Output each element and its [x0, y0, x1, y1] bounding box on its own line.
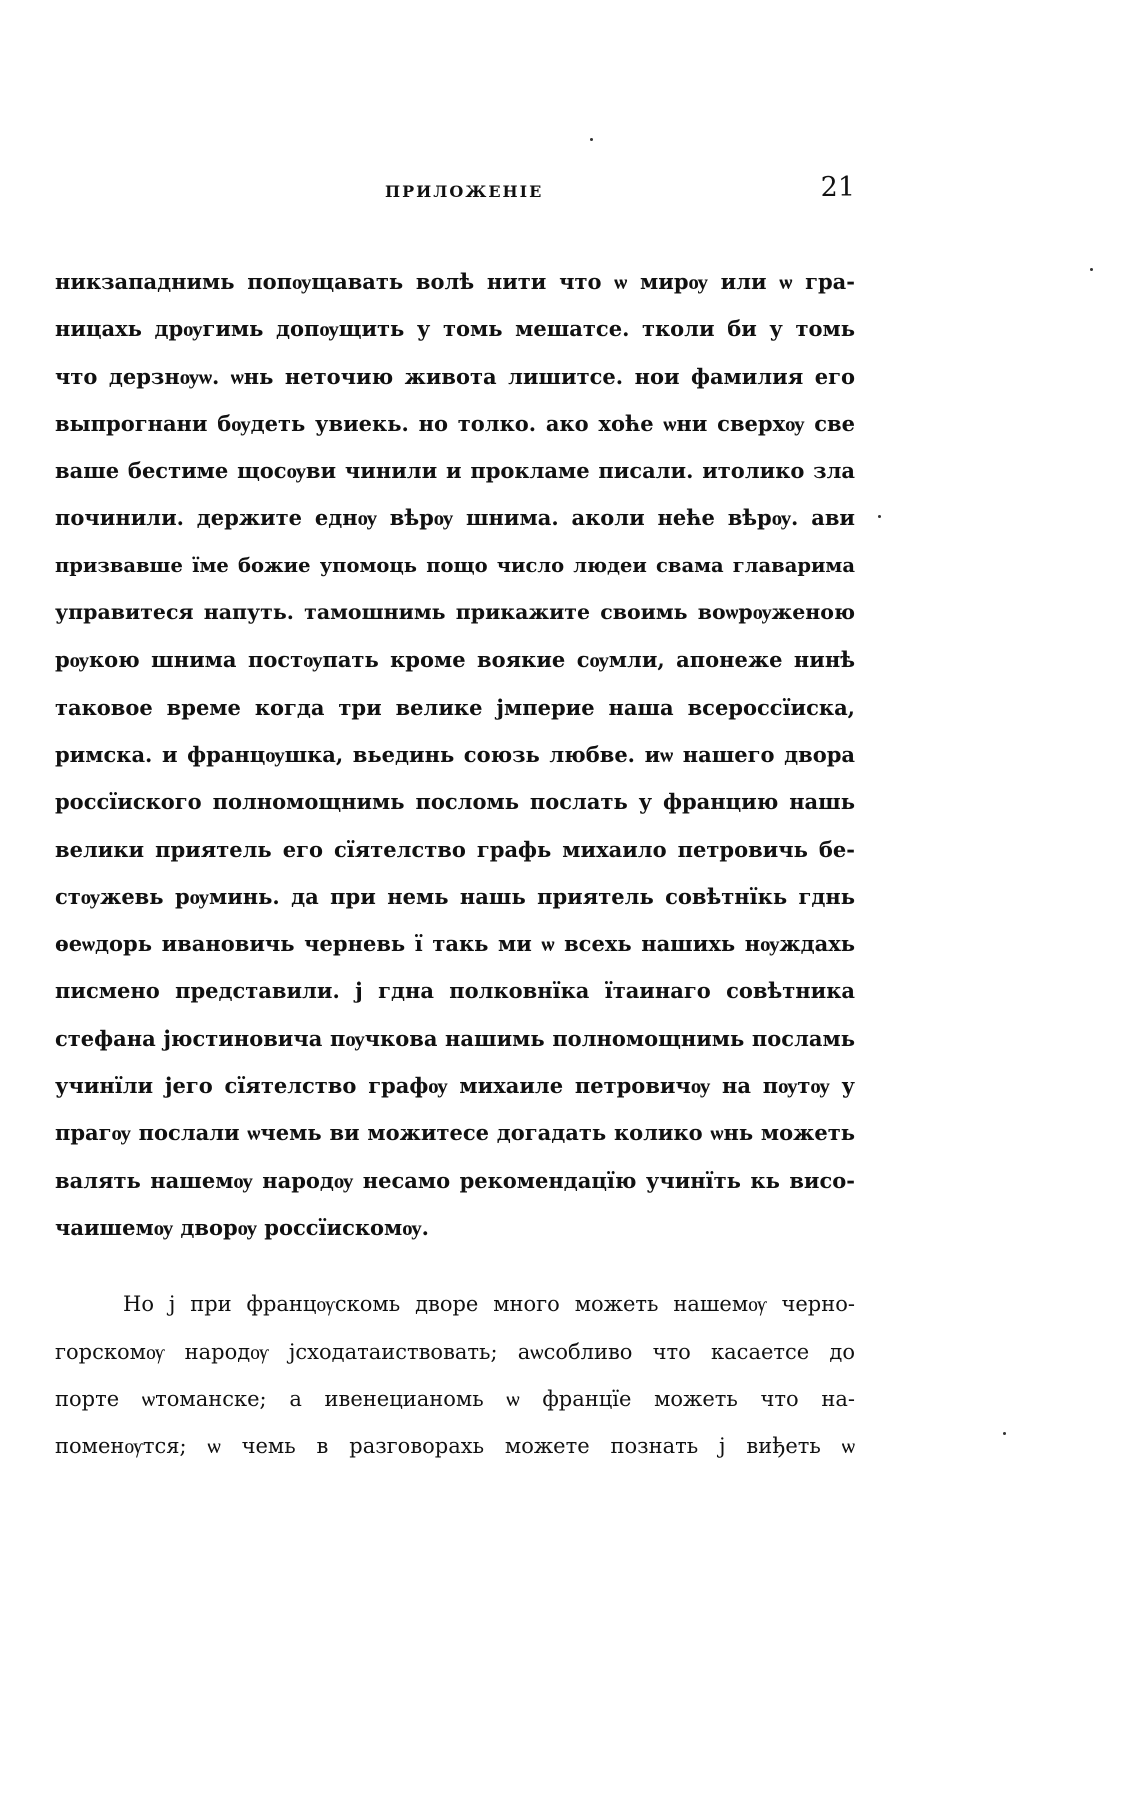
scan-speck [590, 138, 593, 141]
scan-speck [1090, 268, 1093, 271]
text-line: поменѹтся; ѡ чемь в разговорахь можете познать ј виђеть ѡ [55, 1434, 855, 1459]
page-header [55, 172, 855, 212]
text-line: ницахь дрѹгимь допѹщить у томь мешатсе. тколи би у томь [55, 316, 855, 342]
text-line: порте ѡтоманске; а ивенецианомь ѡ францїе можеть что на- [55, 1386, 855, 1411]
text-line: прагѹ послали ѡчемь ви можитесе догадать колико ѡнь можеть [55, 1120, 855, 1146]
text-line: ѳеѡдорь ивановичь черневь ї такь ми ѡ всехь нашихь нѹждахь [55, 931, 855, 957]
running-title: ПРИЛОЖЕНIЕ [385, 182, 544, 201]
page-number: 21 [820, 172, 855, 203]
text-line: римска. и францѹшка, вьединь союзь любве. иѡ нашего двора [55, 741, 855, 767]
text-line: ваше бестиме щосѹви чинили и прокламе писали. итолико зла [55, 458, 855, 484]
scan-speck [1003, 1432, 1006, 1435]
text-line: россїиского полномощнимь посломь послать у францию нашь [55, 789, 855, 815]
text-line: писмено представили. ј гдна полковнїка їтаинаго совѣтника [55, 978, 855, 1004]
text-line: починили. держите еднѹ вѣрѹ шнима. аколи неће вѣрѹ. ави [55, 505, 855, 531]
text-line: горскомѹ народѹ јсходатаиствовать; аѡсобливо что касаетсе до [55, 1339, 855, 1364]
paragraph-gap [55, 1251, 855, 1281]
text-line: что дерзнѹѡ. ѡнь неточию живота лишитсе. нои фамилия его [55, 363, 855, 389]
scan-speck [878, 515, 881, 518]
text-line: стѹжевь рѹминь. да при немь нашь приятель совѣтнїкь гднь [55, 883, 855, 909]
paragraph-2 [55, 1281, 855, 1470]
text-line: управитеся напуть. тамошнимь прикажите своимь воѡрѹженою [55, 600, 855, 625]
body-text [55, 258, 855, 1470]
text-line: таковое време когда три велике јмперие наша всероссїиска, [55, 694, 855, 720]
text-line: никзападнимь попѹщавать волѣ нити что ѡ мирѹ или ѡ гра- [55, 269, 855, 294]
text-line: велики приятель его сїятелство графь михаило петровичь бе- [55, 836, 855, 862]
text-line: чаишемѹ дворѹ россїискомѹ. [55, 1214, 429, 1240]
text-line: стефана јюстиновича пѹчкова нашимь полномощнимь посламь [55, 1025, 855, 1051]
text-line: выпрогнани бѹдеть увиекь. но толко. ако хоће ѡни сверхѹ све [55, 410, 855, 436]
paragraph-1 [55, 258, 855, 1251]
text-line: валять нашемѹ народѹ несамо рекомендацїю учинїть кь висо- [55, 1167, 855, 1193]
text-line: призвавше їме божие упомоць пощо число людеи свама главарима [55, 553, 855, 577]
text-line: рѹкою шнима постѹпать кроме воякие сѹмли, апонеже нинѣ [55, 647, 855, 673]
text-line: учинїли јего сїятелство графѹ михаиле петровичѹ на пѹтѹ у [55, 1073, 855, 1099]
text-line: Но ј при францѹскомь дворе много можеть нашемѹ черно- [123, 1292, 855, 1317]
